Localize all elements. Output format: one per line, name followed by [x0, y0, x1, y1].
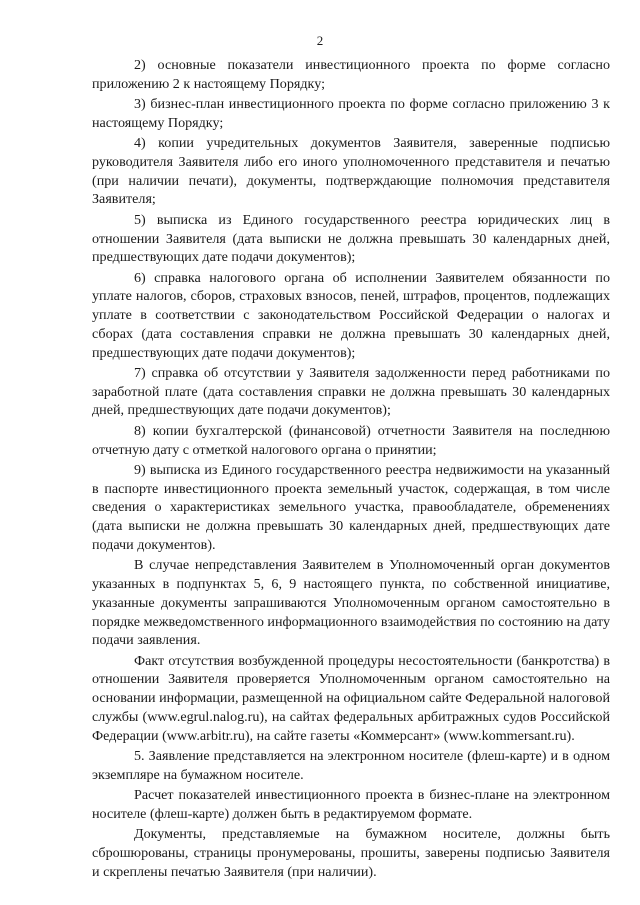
page-number: 2 — [316, 33, 324, 48]
paragraph-item-7: 7) справка об отсутствии у Заявителя задолженности перед работниками по заработной плате (дата составления справки не должна превышать 30 календарных дней, предшествующих дате подачи документов); — [92, 364, 610, 419]
paragraph-item-4: 4) копии учредительных документов Заявителя, заверенные подписью руководителя Заявителя либо его иного уполномоченного представителя и печатью (при наличии печати), документы, подтверждающие полномочия представителя Заявителя; — [92, 135, 610, 208]
paragraph-calculation-format: Расчет показателей инвестиционного проекта в бизнес-плане на электронном носителе (флеш-карте) должен быть в редактируемом формате. — [92, 787, 610, 822]
paragraph-item-5: 5) выписка из Единого государственного реестра юридических лиц в отношении Заявителя (дата выписки не должна превышать 30 календарных дней, предшествующих дате подачи документов); — [92, 211, 610, 266]
paragraph-item-8: 8) копии бухгалтерской (финансовой) отчетности Заявителя на последнюю отчетную дату с отметкой налогового органа о принятии; — [92, 422, 610, 458]
paragraph-section-5: 5. Заявление представляется на электронном носителе (флеш-карте) и в одном экземпляре на бумажном носителе. — [92, 747, 610, 783]
paragraph-item-2: 2) основные показатели инвестиционного проекта по форме согласно приложению 2 к настоящему Порядку; — [92, 57, 610, 92]
paragraph-item-3: 3) бизнес-план инвестиционного проекта по форме согласно приложению 3 к настоящему Порядку; — [92, 96, 610, 131]
paragraph-paper-documents: Документы, представляемые на бумажном носителе, должны быть сброшюрованы, страницы пронумерованы, прошиты, заверены подписью Заявителя и скреплены печатью Заявителя (при наличии). — [92, 826, 610, 880]
document-body — [92, 56, 610, 883]
paragraph-interagency-request: В случае непредставления Заявителем в Уполномоченный орган документов указанных в подпунктах 5, 6, 9 настоящего пункта, по собственной инициативе, указанные документы запрашиваются Уполномоченным органом самостоятельно в порядке межведомственного информационного взаимодействия по состоянию на дату подачи заявления. — [92, 557, 610, 649]
paragraph-item-9: 9) выписка из Единого государственного реестра недвижимости на указанный в паспорте инвестиционного проекта земельный участок, содержащая, в том числе сведения о характеристиках земельного участка, правообладателе, обременениях (дата выписки не должна превышать 30 календарных дней, предшествующих дате подачи документов). — [92, 461, 610, 553]
paragraph-item-6: 6) справка налогового органа об исполнении Заявителем обязанности по уплате налогов, сборов, страховых взносов, пеней, штрафов, процентов, подлежащих уплате в соответствии с законодательством Российской Федерации о налогах и сборах (дата составления справки не должна превышать 30 календарных дней, предшествующих дате подачи документов); — [92, 269, 610, 361]
paragraph-bankruptcy-check: Факт отсутствия возбужденной процедуры несостоятельности (банкротства) в отношении Заявителя проверяется Уполномоченным органом самостоятельно на основании информации, размещенной на официальном сайте Федеральной налоговой службы (www.egrul.nalog.ru), на сайтах федеральных арбитражных судов Российской Федерации (www.arbitr.ru), на сайте газеты «Коммерсант» (www.kommersant.ru). — [92, 652, 610, 744]
